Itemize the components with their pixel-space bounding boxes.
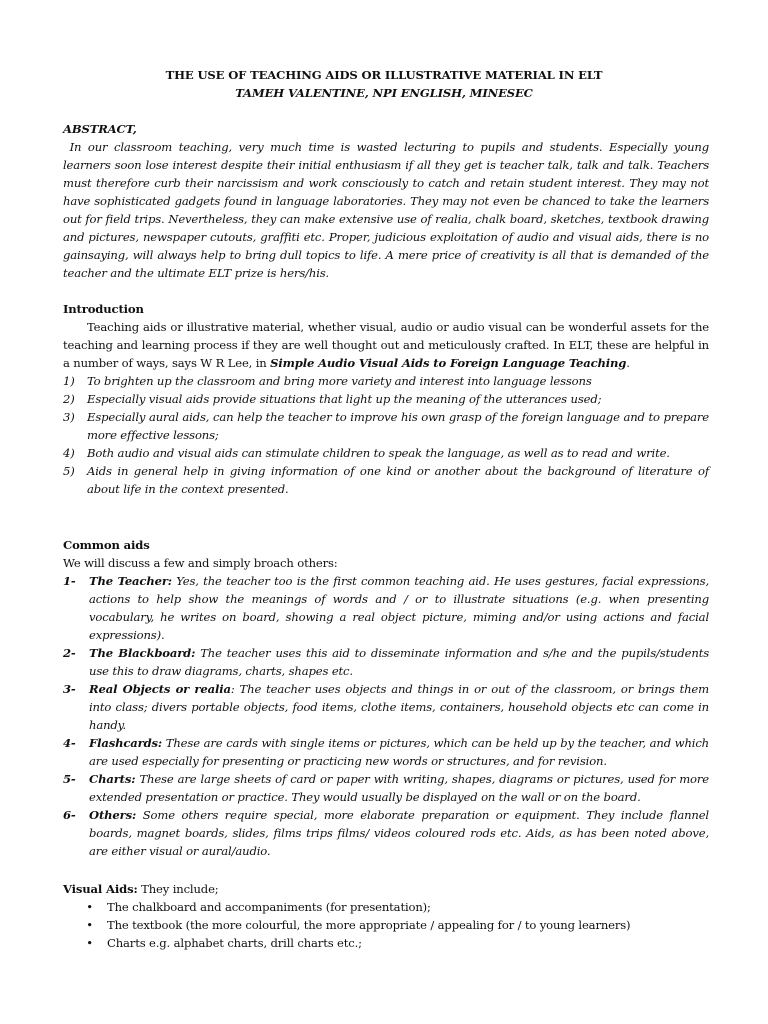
list-item	[63, 644, 709, 680]
aid-after: portable objects, food items, clothe items, containers, household objects etc can come in handy.	[89, 700, 709, 732]
list-item	[63, 806, 709, 860]
list-item	[63, 770, 709, 806]
list-text	[89, 770, 709, 806]
aid-text: Yes, the teacher too is the first common teaching aid. He uses gestures, facial expressions, actions to help show the meanings of words and / or to illustrate situations	[89, 574, 710, 606]
introduction-section	[63, 300, 709, 498]
aid-text: These are large sheets of card or paper with writing, shapes, diagrams or pictures, used for more extended presentation or practice. They would usually be displayed on the wall or on the board.	[89, 772, 709, 804]
aid-text: The teacher uses this aid to disseminate information and s/he and the pupils/students use this to draw diagrams, charts, shapes etc.	[89, 646, 710, 678]
visual-aids-list	[63, 898, 709, 952]
list-number: 3-	[63, 682, 76, 696]
aid-term: The Blackboard:	[89, 646, 196, 660]
common-aids-intro: We will discuss a few and simply broach others:	[63, 556, 338, 570]
list-number: 3)	[63, 410, 75, 424]
aid-term: The Teacher:	[89, 574, 172, 588]
list-number: 2)	[63, 392, 75, 406]
aid-term: Others:	[89, 808, 137, 822]
list-text: Especially visual aids provide situations that light up the meaning of the utterances used;	[87, 392, 602, 406]
intro-book-title: Simple Audio Visual Aids to Foreign Language Teaching	[270, 356, 627, 370]
list-number: 5)	[63, 464, 75, 478]
list-number: 4-	[63, 736, 76, 750]
list-text	[89, 680, 709, 734]
list-item	[63, 734, 709, 770]
list-number: 5-	[63, 772, 76, 786]
bullet-icon: •	[86, 900, 93, 914]
abstract-section	[63, 120, 709, 282]
list-text	[89, 644, 709, 680]
list-number: 1-	[63, 574, 76, 588]
list-item	[63, 408, 709, 444]
abstract-heading: ABSTRACT,	[63, 122, 137, 136]
list-number: 2-	[63, 646, 76, 660]
visual-aids-line	[63, 880, 709, 898]
aid-term: Charts:	[89, 772, 136, 786]
bullet-icon: •	[86, 936, 93, 950]
list-text: Charts e.g. alphabet charts, drill charts etc.;	[107, 936, 362, 950]
list-item	[63, 372, 709, 390]
list-number: 6-	[63, 808, 76, 822]
list-item	[63, 390, 709, 408]
list-text	[89, 806, 709, 860]
list-text	[89, 572, 709, 644]
common-aids-list	[63, 572, 709, 860]
document-title: THE USE OF TEACHING AIDS OR ILLUSTRATIVE MATERIAL IN ELT	[165, 68, 603, 82]
intro-para-start: Teaching aids or illustrative material, whether visual, audio or audio visual can be wonderful assets for the teaching and learning process if they are well thought out and meticulously crafted. In ELT, these are helpful in a number of ways, says W R Lee, in	[63, 320, 709, 370]
visual-aids-intro: They include;	[137, 882, 219, 896]
intro-para-end: .	[626, 356, 630, 370]
list-text: Aids in general help in giving information of one kind or another about the background of literature of about life in the context presented.	[87, 464, 709, 496]
introduction-paragraph	[63, 318, 709, 372]
list-text: The textbook (the more colourful, the more appropriate / appealing for / to young learners)	[107, 918, 631, 932]
title-block	[0, 66, 768, 102]
list-text: The chalkboard and accompaniments (for presentation);	[107, 900, 431, 914]
list-number: 4)	[63, 446, 75, 460]
visual-aids-section	[63, 880, 709, 952]
common-aids-section	[63, 536, 709, 860]
aid-italic-tail: (e.g. when presenting vocabulary, he writes on board, showing a real object picture, miming and/or using actions and facial expressions).	[89, 592, 709, 642]
visual-aids-heading: Visual Aids:	[63, 882, 138, 896]
list-item	[63, 898, 709, 916]
aid-term: Real Objects or realia	[89, 682, 231, 696]
aid-italic-tail: divers	[151, 700, 187, 714]
list-text: To brighten up the classroom and bring more variety and interest into language lessons	[87, 374, 592, 388]
bullet-icon: •	[86, 918, 93, 932]
list-item	[63, 680, 709, 734]
introduction-heading: Introduction	[63, 302, 144, 316]
aid-text: Some others require special, more elaborate preparation or equipment. They include flannel boards, magnet boards, slides, films trips films/ videos coloured rods etc. Aids, as has been noted above, are either visual or aural/audio.	[89, 808, 709, 858]
abstract-body: In our classroom teaching, very much time is wasted lecturing to pupils and students. Especially young learners soon lose interest despite their initial enthusiasm if all they get is teacher talk, talk and talk. Teachers must therefore curb their narcissism and work consciously to catch and retain student interest. They may not have sophisticated gadgets found in language laboratories. They may not even be chanced to take the learners out for field trips. Nevertheless, they can make extensive use of realia, chalk board, sketches, textbook drawing and pictures, newspaper cutouts, graffiti etc. Proper, judicious exploitation of audio and visual aids, there is no gainsaying, will always help to bring dull topics to life. A mere price of creativity is all that is demanded of the teacher and the ultimate ELT prize is hers/his.	[63, 140, 709, 280]
list-text: Especially aural aids, can help the teacher to improve his own grasp of the foreign language and to prepare more effective lessons;	[87, 410, 709, 442]
list-item	[63, 462, 709, 498]
introduction-list	[63, 372, 709, 498]
list-number: 1)	[63, 374, 75, 388]
list-text	[89, 734, 709, 770]
abstract-text	[63, 138, 709, 282]
list-item	[63, 572, 709, 644]
document-author: TAMEH VALENTINE, NPI ENGLISH, MINESEC	[235, 86, 533, 100]
aid-term: Flashcards:	[89, 736, 163, 750]
list-text: Both audio and visual aids can stimulate children to speak the language, as well as to read and write.	[87, 446, 670, 460]
list-item	[63, 916, 709, 934]
list-item	[63, 934, 709, 952]
common-aids-heading: Common aids	[63, 538, 150, 552]
list-item	[63, 444, 709, 462]
aid-text: These are cards with single items or pictures, which can be held up by the teacher, and which are used especially for presenting or practicing new words or structures, and for revision.	[89, 736, 709, 768]
aid-text: : The teacher uses objects and things in or out of the classroom, or brings them into class;	[89, 682, 709, 714]
